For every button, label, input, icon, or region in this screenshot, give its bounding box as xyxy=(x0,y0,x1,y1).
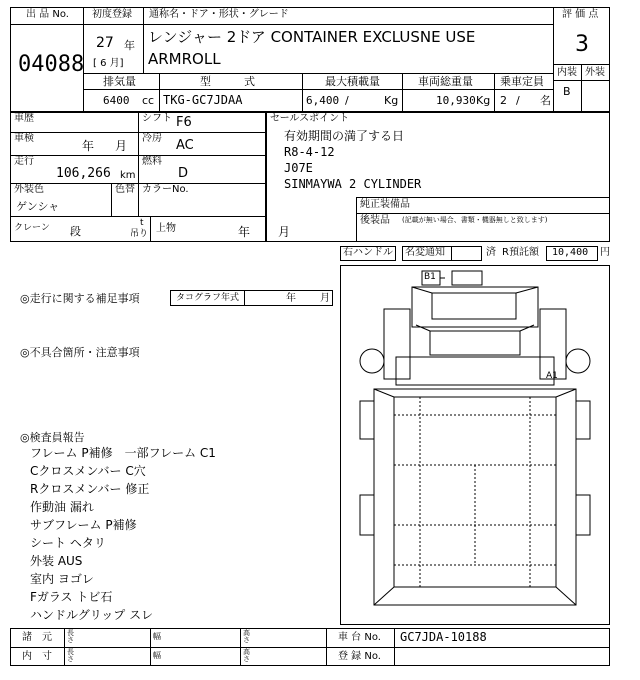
shift-label: シフト xyxy=(142,113,172,124)
model-label: 型 式 xyxy=(200,75,255,88)
first-reg-label: 初度登録 xyxy=(92,9,132,20)
specs-height: 高さ xyxy=(243,629,250,644)
upper-year: 年 xyxy=(238,225,251,239)
upper-month: 月 xyxy=(278,225,291,239)
sales-line-3: J07E xyxy=(284,161,313,175)
upper-label: 上物 xyxy=(156,223,176,234)
report-line-2: Cクロスメンバー C穴 xyxy=(30,464,146,478)
tacho-month: 月 xyxy=(320,293,330,304)
capacity: 2 xyxy=(500,94,507,107)
displacement-label: 排気量 xyxy=(103,75,136,88)
sales-line-4: SINMAYWA 2 CYLINDER xyxy=(284,177,422,191)
overall-grade: 3 xyxy=(575,32,589,57)
mark-b1: B1 xyxy=(424,272,436,282)
ext-color-label: 外装色 xyxy=(14,184,44,195)
aftermarket-note: (記載が無い場合、書類・機器無しと致します) xyxy=(402,216,548,224)
interior-height: 高さ xyxy=(243,648,250,663)
interior-length: 長さ xyxy=(67,648,74,663)
color-code-label: カラーNo. xyxy=(142,184,189,195)
capacity-unit: 名 xyxy=(540,94,551,107)
report-line-4: 作動油 漏れ xyxy=(30,500,94,514)
inspection-label: 車検 xyxy=(14,133,34,144)
interior-size-label: 内 寸 xyxy=(22,651,52,662)
aftermarket-label: 後装品 xyxy=(360,215,390,226)
lot-no-label: 出 品 No. xyxy=(26,9,69,20)
specs-length: 長さ xyxy=(67,629,74,644)
gross-weight-unit: Kg xyxy=(476,94,491,107)
mileage-unit: km xyxy=(120,170,136,181)
tacho-label: タコグラフ年式 xyxy=(176,293,240,303)
defects-label: ◎不具合箇所・注意事項 xyxy=(20,346,140,359)
mileage: 106,266 xyxy=(56,166,111,181)
crane-t: t xyxy=(140,218,144,228)
first-reg-year: 27 xyxy=(96,35,114,51)
crane-stage: 段 xyxy=(70,225,81,238)
gross-weight: 10,930 xyxy=(436,94,476,107)
r-deposit: 10,400 xyxy=(552,247,589,258)
max-load-label: 最大積載量 xyxy=(325,75,380,88)
chassis-number: GC7JDA-10188 xyxy=(400,630,487,644)
crane-hang: 吊り xyxy=(130,229,149,239)
tacho-year: 年 xyxy=(286,293,296,304)
driving-notes-label: ◎走行に関する補足事項 xyxy=(20,292,140,305)
max-load-sep: / xyxy=(345,94,349,107)
report-line-10: ハンドルグリップ スレ xyxy=(30,608,154,622)
displacement-unit: cc xyxy=(142,94,155,107)
interior-width: 幅 xyxy=(153,651,161,660)
report-line-7: 外装 AUS xyxy=(30,554,83,568)
fuel-label: 燃料 xyxy=(142,156,162,167)
name-change-label: 名変通知 xyxy=(405,247,445,258)
first-reg-year-unit: 年 xyxy=(124,39,135,52)
inspector-report-label: ◎検査員報告 xyxy=(20,431,85,444)
interior-grade: B xyxy=(563,85,571,98)
truck-diagram xyxy=(340,265,610,625)
grade-label: 評 価 点 xyxy=(562,9,599,20)
lot-no: 04088 xyxy=(18,52,85,77)
max-load: 6,400 xyxy=(306,94,340,107)
shift: F6 xyxy=(176,115,192,130)
report-line-9: Fガラス トビ石 xyxy=(30,590,113,604)
exterior-grade-label: 外装 xyxy=(585,67,605,78)
r-deposit-label: R預託額 xyxy=(502,247,539,258)
specs-label: 諸 元 xyxy=(22,632,52,643)
car-name-label: 通称名・ドア・形状・グレード xyxy=(149,9,289,20)
gross-weight-label: 車両総重量 xyxy=(418,75,473,88)
report-line-3: Rクロスメンバー 修正 xyxy=(30,482,150,496)
sales-line-2: R8-4-12 xyxy=(284,145,335,159)
inspection-year-unit: 年 xyxy=(82,139,95,153)
report-line-5: サブフレーム P補修 xyxy=(30,518,137,532)
ac-label: 冷房 xyxy=(142,133,162,144)
r-deposit-unit: 円 xyxy=(600,247,610,258)
specs-width: 幅 xyxy=(153,632,161,641)
interior-grade-label: 内装 xyxy=(557,67,577,78)
chassis-label: 車 台 No. xyxy=(338,632,381,643)
ext-color: ゲンシャ xyxy=(16,200,60,213)
mileage-label: 走行 xyxy=(14,156,34,167)
crane-label: クレーン xyxy=(14,223,50,233)
history-label: 車歴 xyxy=(14,113,34,124)
sales-point-label: セールスポイント xyxy=(270,113,350,124)
car-name-line1: レンジャー 2ドア CONTAINER EXCLUSNE USE xyxy=(148,28,476,46)
car-name-line2: ARMROLL xyxy=(148,50,221,68)
registration-label: 登 録 No. xyxy=(338,651,381,662)
max-load-unit: Kg xyxy=(384,94,399,107)
mark-a1: A1 xyxy=(546,371,558,381)
color-change-label: 色替 xyxy=(115,184,135,195)
report-line-6: シート ヘタリ xyxy=(30,536,106,550)
displacement: 6400 xyxy=(103,94,130,107)
model-code: TKG-GC7JDAA xyxy=(163,93,243,107)
sales-line-1: 有効期間の満了する日 xyxy=(284,129,405,143)
capacity-label: 乗車定員 xyxy=(500,75,544,88)
capacity-sep: / xyxy=(516,94,520,107)
genuine-equip-label: 純正装備品 xyxy=(360,199,410,210)
handle-side: 右ハンドル xyxy=(343,247,393,258)
recycle-status: 済 xyxy=(486,247,496,258)
report-line-8: 室内 ヨゴレ xyxy=(30,572,94,586)
ac: AC xyxy=(176,138,194,153)
report-line-1: フレーム P補修 一部フレーム C1 xyxy=(30,446,216,460)
fuel: D xyxy=(178,166,189,181)
first-reg-month: [ 6 月] xyxy=(93,58,124,69)
inspection-month-unit: 月 xyxy=(115,139,128,153)
